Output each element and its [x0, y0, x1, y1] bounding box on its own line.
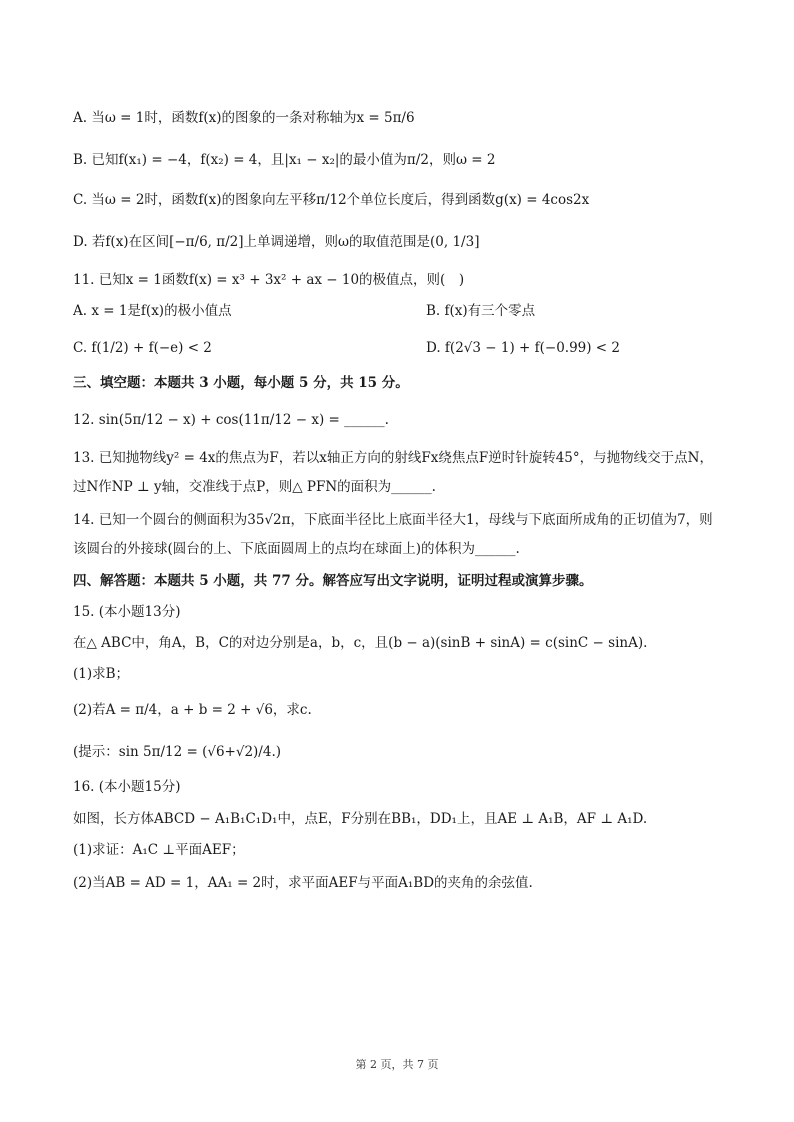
q13-line1: 13. 已知抛物线y² = 4x的焦点为F，若以x轴正方向的射线Fx绕焦点F逆时针旋转45°，与抛物线交于点N，	[73, 450, 713, 466]
q15-part1: (1)求B；	[73, 666, 130, 682]
section-4-heading: 四、解答题：本题共 5 小题，共 77 分。解答应写出文字说明，证明过程或演算步骤。	[73, 573, 593, 589]
q11-option-d: D. f(2√3 − 1) + f(−0.99) < 2	[426, 340, 620, 356]
q15-hint: (提示：sin 5π/12 = (√6+√2)/4.)	[73, 744, 282, 760]
page-footer: 第 2 页，共 7 页	[355, 1058, 439, 1071]
q16-part2: (2)当AB = AD = 1，AA₁ = 2时，求平面AEF与平面A₁BD的夹角的余弦值.	[73, 875, 533, 891]
q10-option-a: A. 当ω = 1时，函数f(x)的图象的一条对称轴为x = 5π/6	[73, 110, 415, 126]
q11-stem: 11. 已知x = 1函数f(x) = x³ + 3x² + ax − 10的极值点，则( )	[73, 272, 465, 288]
q10-option-d: D. 若f(x)在区间[−π/6, π/2]上单调递增，则ω的取值范围是(0, 1/3]	[73, 234, 480, 250]
section-3-heading: 三、填空题：本题共 3 小题，每小题 5 分，共 15 分。	[73, 375, 409, 391]
q10-option-c: C. 当ω = 2时，函数f(x)的图象向左平移π/12个单位长度后，得到函数g(x) = 4cos2x	[73, 192, 590, 208]
q14-line1: 14. 已知一个圆台的侧面积为35√2π，下底面半径比上底面半径大1，母线与下底面所成角的正切值为7，则	[73, 512, 713, 528]
q15-header: 15. (本小题13分)	[73, 604, 181, 620]
q16-header: 16. (本小题15分)	[73, 779, 181, 795]
q16-part1: (1)求证：A₁C ⊥平面AEF；	[73, 842, 245, 858]
q15-stem: 在△ ABC中，角A，B，C的对边分别是a，b，c，且(b − a)(sinB + sinA) = c(sinC − sinA).	[73, 635, 648, 651]
q16-stem: 如图，长方体ABCD − A₁B₁C₁D₁中，点E，F分别在BB₁，DD₁上，且AE ⊥ A₁B，AF ⊥ A₁D.	[73, 811, 648, 827]
q15-part2: (2)若A = π/4，a + b = 2 + √6，求c.	[73, 702, 312, 718]
q11-option-row1	[73, 301, 754, 321]
q10-option-b: B. 已知f(x₁) = −4，f(x₂) = 4，且|x₁ − x₂|的最小值为π/2，则ω = 2	[73, 152, 496, 168]
q11-option-a: A. x = 1是f(x)的极小值点	[73, 303, 232, 319]
q11-option-b: B. f(x)有三个零点	[426, 303, 536, 319]
q12: 12. sin(5π/12 − x) + cos(11π/12 − x) = ______.	[73, 412, 389, 428]
q14-line2: 该圆台的外接球(圆台的上、下底面圆周上的点均在球面上)的体积为______.	[73, 541, 520, 557]
q13-line2: 过N作NP ⊥ y轴，交准线于点P，则△ PFN的面积为______.	[73, 479, 436, 495]
q11-option-c: C. f(1/2) + f(−e) < 2	[73, 340, 212, 356]
q11-option-row2	[73, 338, 754, 358]
